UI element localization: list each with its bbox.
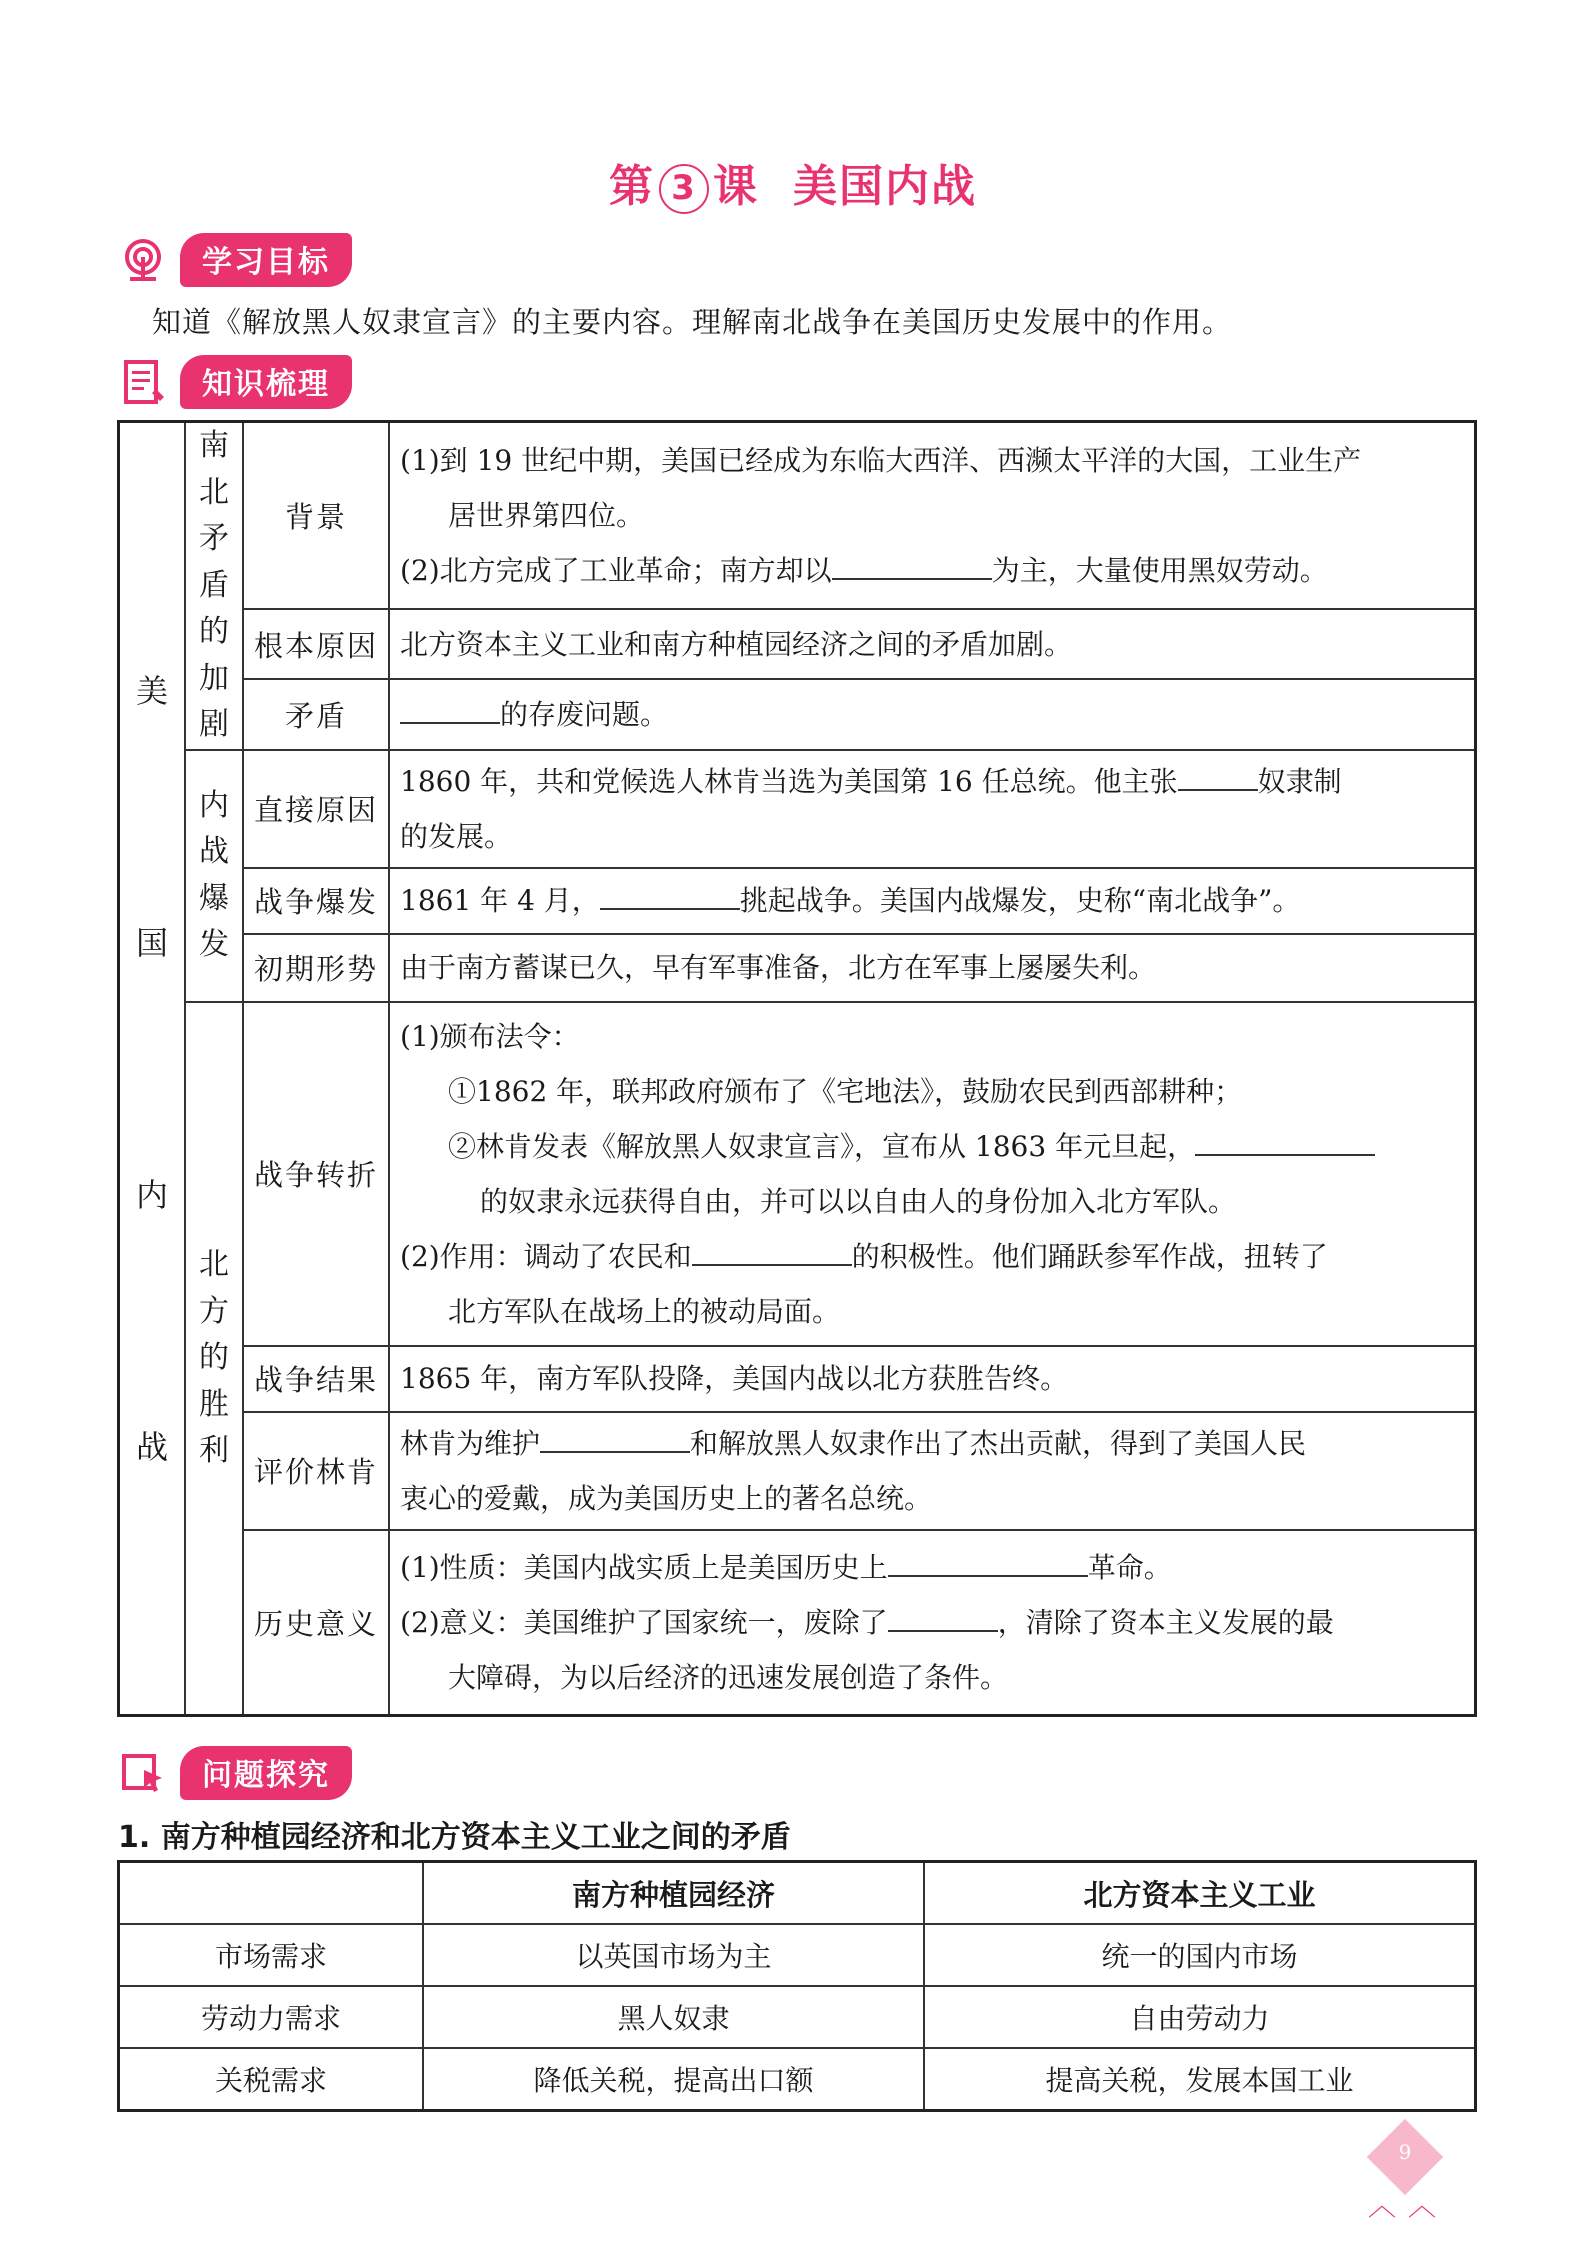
table-row: [119, 679, 1476, 749]
table-cell: 以英国市场为主: [423, 1924, 924, 1986]
table-row: [119, 1346, 1476, 1412]
row-content: [389, 1002, 1475, 1346]
group-char: 的: [199, 614, 229, 649]
main-topic-char: 美: [135, 671, 168, 710]
table-row: [119, 1924, 1476, 1986]
column-header: [119, 1862, 424, 1925]
section-goals-label: 学习目标: [180, 233, 352, 287]
row-label: 矛盾: [243, 679, 389, 749]
content-line: 的奴隶永远获得自由，并可以以自由人的身份加入北方军队。: [480, 1184, 1237, 1218]
question-title: 1. 南方种植园经济和北方资本主义工业之间的矛盾: [118, 1820, 791, 1855]
content-line: ，清除了资本主义发展的最: [997, 1605, 1334, 1639]
group-char: 利: [199, 1433, 229, 1468]
table-row: [119, 1986, 1476, 2048]
group-cell-conflict: [185, 422, 243, 750]
content-line: 北方军队在战场上的被动局面。: [448, 1294, 841, 1328]
comparison-table: [117, 1860, 1477, 2112]
lesson-prefix: 第: [609, 161, 655, 212]
knowledge-table: [117, 420, 1477, 1717]
row-content: [389, 750, 1475, 868]
section-knowledge-label: 知识梳理: [180, 355, 352, 409]
group-char: 爆: [199, 880, 229, 916]
table-cell: 降低关税，提高出口额: [423, 2048, 924, 2111]
content-line: 革命。: [1087, 1550, 1172, 1584]
table-row: [119, 609, 1476, 679]
main-topic-char: 国: [135, 923, 168, 962]
row-label: 评价林肯: [243, 1412, 389, 1530]
row-content: 北方资本主义工业和南方种植园经济之间的矛盾加剧。: [389, 609, 1475, 679]
row-label: 战争爆发: [243, 868, 389, 934]
group-char: 盾: [199, 567, 229, 603]
row-label: 背景: [243, 422, 389, 610]
table-cell: 统一的国内市场: [924, 1924, 1475, 1986]
row-content: [389, 1412, 1475, 1530]
objective-text: 知道《解放黑人奴隶宣言》的主要内容。理解南北战争在美国历史发展中的作用。: [152, 305, 1233, 339]
main-topic-cell: [119, 422, 186, 1716]
group-char: 的: [199, 1340, 229, 1375]
row-label: 战争转折: [243, 1002, 389, 1346]
group-char: 北: [199, 474, 229, 510]
row-content: 由于南方蓄谋已久，早有军事准备，北方在军事上屡屡失利。: [389, 934, 1475, 1002]
group-char: 剧: [199, 707, 229, 742]
section-knowledge-header: [118, 357, 352, 407]
table-cell: 关税需求: [119, 2048, 424, 2111]
lesson-suffix: 课: [713, 161, 759, 212]
row-content: 1865 年，南方军队投降，美国内战以北方获胜告终。: [389, 1346, 1475, 1412]
content-line: (2)作用：调动了农民和: [400, 1239, 692, 1273]
group-char: 矛: [199, 521, 229, 556]
group-char: 南: [199, 428, 229, 463]
table-row: [119, 422, 1476, 610]
fill-blank[interactable]: [888, 1545, 1088, 1577]
content-line: 和解放黑人奴隶作出了杰出贡献，得到了美国人民: [690, 1426, 1307, 1460]
group-char: 加: [199, 660, 229, 696]
row-label: 根本原因: [243, 609, 389, 679]
content-line: 林肯为维护: [400, 1426, 541, 1460]
table-cell: 黑人奴隶: [423, 1986, 924, 2048]
table-row: [119, 2048, 1476, 2111]
fill-blank[interactable]: [1195, 1124, 1375, 1156]
main-topic-char: 内: [135, 1175, 168, 1214]
content-line: (1)颁布法令：: [400, 1019, 580, 1053]
chevron-up-icon: ︿: [1368, 2189, 1397, 2222]
fill-blank[interactable]: [1178, 759, 1258, 791]
lesson-title: [0, 150, 1586, 214]
content-line: (1)到 19 世纪中期，美国已经成为东临大西洋、西濒太平洋的大国，工业生产: [400, 444, 1362, 478]
content-line: 的存废问题。: [500, 697, 669, 731]
row-content: [389, 679, 1475, 749]
fill-blank[interactable]: [600, 878, 740, 910]
main-topic-char: 战: [135, 1427, 168, 1466]
section-explore-header: [118, 1748, 352, 1798]
group-cell-outbreak: [185, 750, 243, 1002]
group-char: 发: [199, 927, 229, 962]
group-char: 北: [199, 1247, 229, 1282]
page-number: 9: [1398, 2140, 1412, 2164]
content-line: 衷心的爱戴，成为美国历史上的著名总统。: [400, 1481, 933, 1515]
fill-blank[interactable]: [832, 548, 992, 580]
content-line: 为主，大量使用黑奴劳动。: [991, 554, 1328, 588]
content-line: 挑起战争。美国内战爆发，史称“南北战争”。: [739, 884, 1301, 917]
row-label: 战争结果: [243, 1346, 389, 1412]
content-line: ①1862 年，联邦政府颁布了《宅地法》，鼓励农民到西部耕种；: [448, 1074, 1243, 1108]
content-line: 1860 年，共和党候选人林肯当选为美国第 16 任总统。他主张: [400, 764, 1178, 798]
target-icon: [118, 235, 168, 285]
fill-blank[interactable]: [400, 692, 500, 724]
table-row: [119, 868, 1476, 934]
fill-blank[interactable]: [888, 1600, 998, 1632]
content-line: (2)北方完成了工业革命；南方却以: [400, 554, 832, 588]
table-row: [119, 934, 1476, 1002]
question-cursor-icon: [118, 1748, 168, 1798]
table-cell: 提高关税，发展本国工业: [924, 2048, 1475, 2111]
group-char: 内: [199, 787, 229, 823]
content-line: 1861 年 4 月，: [400, 884, 600, 917]
content-line: 大障碍，为以后经济的迅速发展创造了条件。: [448, 1660, 1009, 1694]
row-label: 历史意义: [243, 1530, 389, 1716]
row-content: [389, 422, 1475, 610]
table-row: [119, 750, 1476, 868]
row-content: [389, 1530, 1475, 1716]
row-label: 初期形势: [243, 934, 389, 1002]
lesson-number: 3: [659, 164, 709, 214]
content-line: 的积极性。他们踊跃参军作战，扭转了: [851, 1239, 1328, 1273]
content-line: (2)意义：美国维护了国家统一，废除了: [400, 1605, 888, 1639]
lesson-name: 美国内战: [793, 161, 977, 212]
group-char: 胜: [199, 1386, 229, 1422]
column-header: 北方资本主义工业: [924, 1862, 1475, 1925]
group-char: 战: [199, 834, 229, 869]
table-row: [119, 1002, 1476, 1346]
chevron-up-icon: ︿: [1408, 2189, 1437, 2222]
fill-blank[interactable]: [692, 1234, 852, 1266]
content-line: ②林肯发表《解放黑人奴隶宣言》，宣布从 1863 年元旦起，: [448, 1129, 1196, 1163]
table-cell: 市场需求: [119, 1924, 424, 1986]
section-goals-header: [118, 235, 352, 285]
row-content: [389, 868, 1475, 934]
fill-blank[interactable]: [540, 1421, 690, 1453]
content-line: 的发展。: [400, 819, 513, 853]
section-explore-label: 问题探究: [180, 1746, 352, 1800]
content-line: 奴隶制: [1257, 764, 1342, 798]
group-cell-victory: [185, 1002, 243, 1716]
table-row: [119, 1530, 1476, 1716]
content-line: 居世界第四位。: [448, 499, 645, 533]
column-header: 南方种植园经济: [423, 1862, 924, 1925]
table-cell: 自由劳动力: [924, 1986, 1475, 2048]
row-label: 直接原因: [243, 750, 389, 868]
group-char: 方: [199, 1293, 229, 1329]
table-header-row: [119, 1862, 1476, 1925]
content-line: (1)性质：美国内战实质上是美国历史上: [400, 1550, 888, 1584]
table-row: [119, 1412, 1476, 1530]
table-cell: 劳动力需求: [119, 1986, 424, 2048]
notebook-icon: [118, 357, 168, 407]
